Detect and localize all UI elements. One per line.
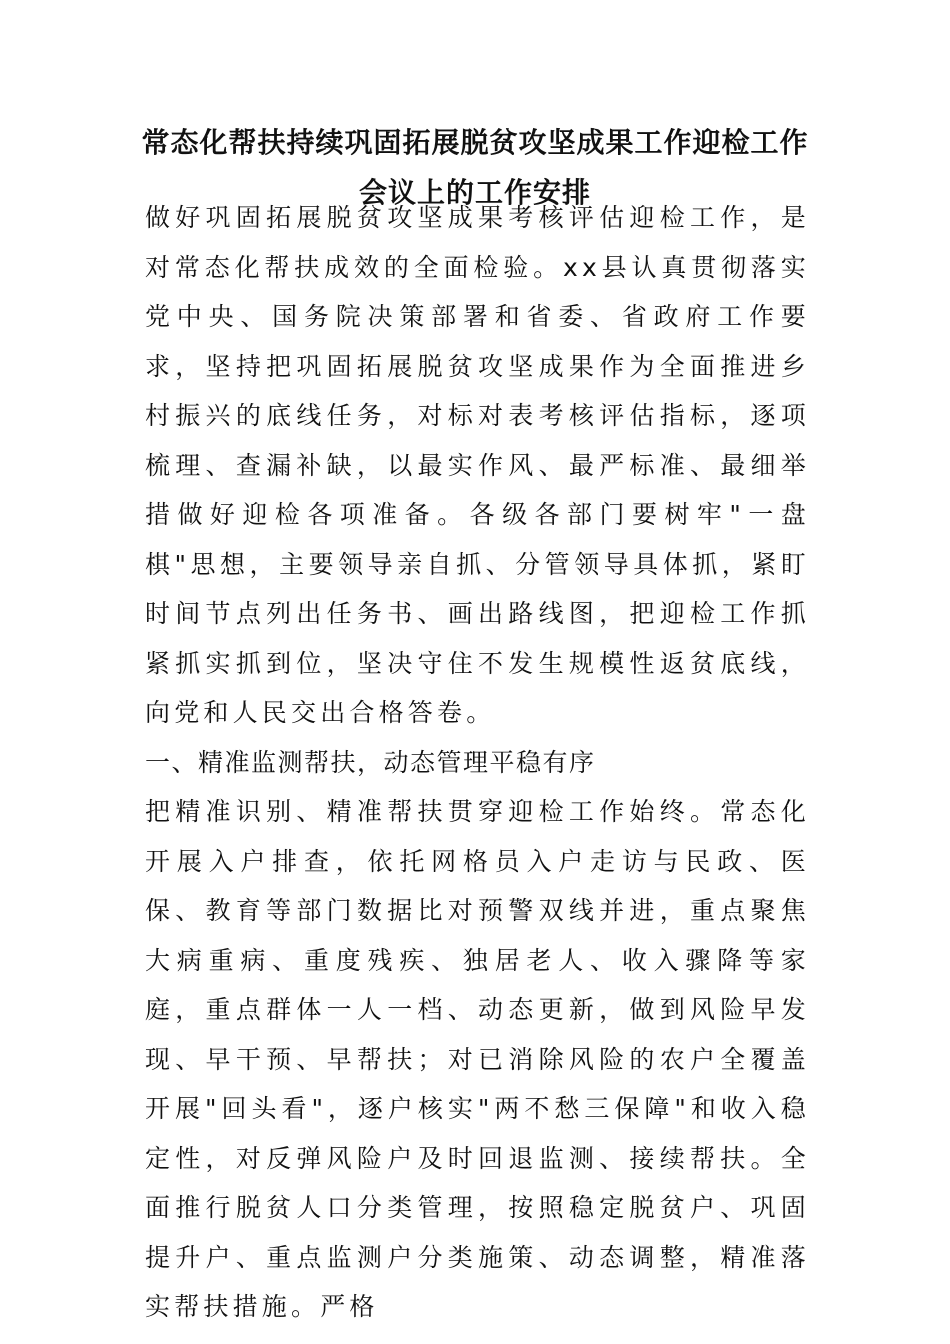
paragraph-section-1: 把精准识别、精准帮扶贯穿迎检工作始终。常态化开展入户排查，依托网格员入户走访与民政、医保、教育等部门数据比对预警双线并进，重点聚焦大病重病、重度残疾、独居老人、收入骤降等家庭，重点群体一人一档、动态更新，做到风险早发现、早干预、早帮扶；对已消除风险的农户全覆盖开展"回头看"，逐户核实"两不愁三保障"和收入稳定性，对反弹风险户及时回退监测、接续帮扶。全面推行脱贫人口分类管理，按照稳定脱贫户、巩固提升户、重点监测户分类施策、动态调整，精准落实帮扶措施。严格 (145, 797, 810, 1321)
document-title-line-1: 常态化帮扶持续巩固拓展脱贫攻坚成果工作迎检工作 (141, 126, 809, 159)
paragraph-intro: 做好巩固拓展脱贫攻坚成果考核评估迎检工作，是对常态化帮扶成效的全面检验。xx县认真贯彻落实党中央、国务院决策部署和省委、省政府工作要求，坚持把巩固拓展脱贫攻坚成果作为全面推进乡村振兴的底线任务，对标对表考核评估指标，逐项梳理、查漏补缺，以最实作风、最严标准、最细举措做好迎检各项准备。各级各部门要树牢"一盘棋"思想，主要领导亲自抓、分管领导具体抓，紧盯时间节点列出任务书、画出路线图，把迎检工作抓紧抓实抓到位，坚决守住不发生规模性返贫底线，向党和人民交出合格答卷。 (145, 203, 810, 727)
document-body (145, 193, 810, 1332)
document-title-line-2: 会议上的工作安排 (358, 176, 591, 209)
section-heading-1: 一、精准监测帮扶，动态管理平稳有序 (145, 747, 596, 777)
